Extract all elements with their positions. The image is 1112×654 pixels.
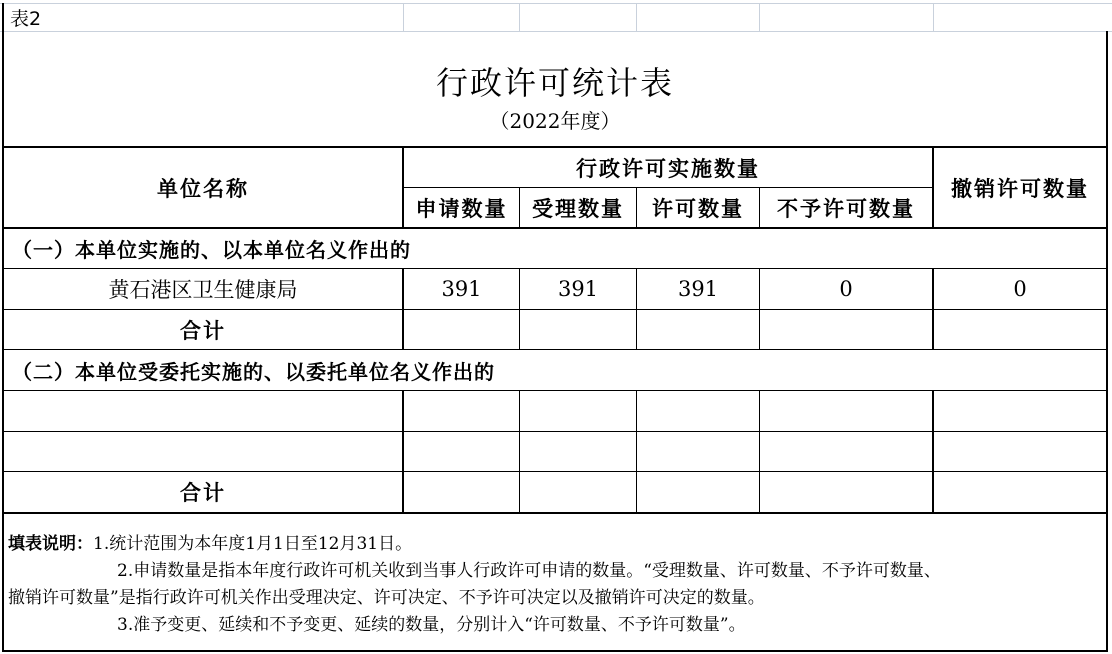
page-title: 行政许可统计表 (435, 64, 674, 102)
col-line (636, 390, 637, 513)
row-unit-name: 黄石港区卫生健康局 (108, 278, 298, 302)
note-3: 3.准予变更、延续和不予变更、延续的数量，分别计入“许可数量、不予许可数量”。 (117, 615, 746, 635)
section-2-total-label: 合计 (180, 481, 226, 505)
notes-line-1 (8, 529, 412, 554)
col-line (402, 390, 404, 513)
gridline (636, 3, 637, 31)
note-2-continued: 撤销许可数量”是指行政许可机关作出受理决定、许可决定、不予许可决定以及撤销许可决定的数量。 (8, 588, 765, 608)
outer-border-right (1106, 31, 1108, 652)
col-line (519, 390, 520, 513)
row-line (2, 431, 1108, 432)
row-accept-value: 391 (557, 277, 599, 301)
gridline (0, 31, 1112, 32)
gridline (519, 3, 520, 31)
header-apply: 申请数量 (415, 196, 508, 221)
header-revoke: 撤销许可数量 (951, 176, 1089, 201)
gridline (759, 3, 760, 31)
outer-border-bottom (2, 650, 1108, 652)
col-line (759, 390, 760, 513)
col-line (932, 390, 934, 513)
row-reject-value: 0 (839, 277, 853, 301)
note-1: 1.统计范围为本年度1月1日至12月31日。 (93, 534, 413, 554)
report-year: （2022年度） (489, 108, 621, 133)
table-border-bottom (2, 512, 1108, 514)
header-unit-name: 单位名称 (157, 176, 249, 201)
row-apply-value: 391 (441, 277, 482, 301)
section-1-title: （一）本单位实施的、以本单位名义作出的 (12, 238, 411, 262)
row-approve-value: 391 (677, 277, 719, 301)
section-2-title: （二）本单位受委托实施的、以委托单位名义作出的 (12, 359, 495, 384)
row-revoke-value: 0 (1013, 277, 1027, 301)
gridline (0, 3, 1112, 4)
header-implementation-count: 行政许可实施数量 (576, 156, 760, 181)
gridline (933, 3, 934, 31)
header-accept: 受理数量 (532, 196, 624, 221)
section-1-total-label: 合计 (180, 318, 226, 343)
note-2: 2.申请数量是指本年度行政许可机关收到当事人行政许可申请的数量。“受理数量、许可数量、不予许可数量、 (117, 561, 941, 581)
header-approve: 许可数量 (652, 196, 744, 221)
sheet-tag: 表2 (10, 8, 42, 30)
row-line (2, 390, 1108, 391)
notes-label: 填表说明： (8, 534, 93, 554)
gridline (403, 3, 404, 31)
header-reject: 不予许可数量 (777, 196, 915, 221)
